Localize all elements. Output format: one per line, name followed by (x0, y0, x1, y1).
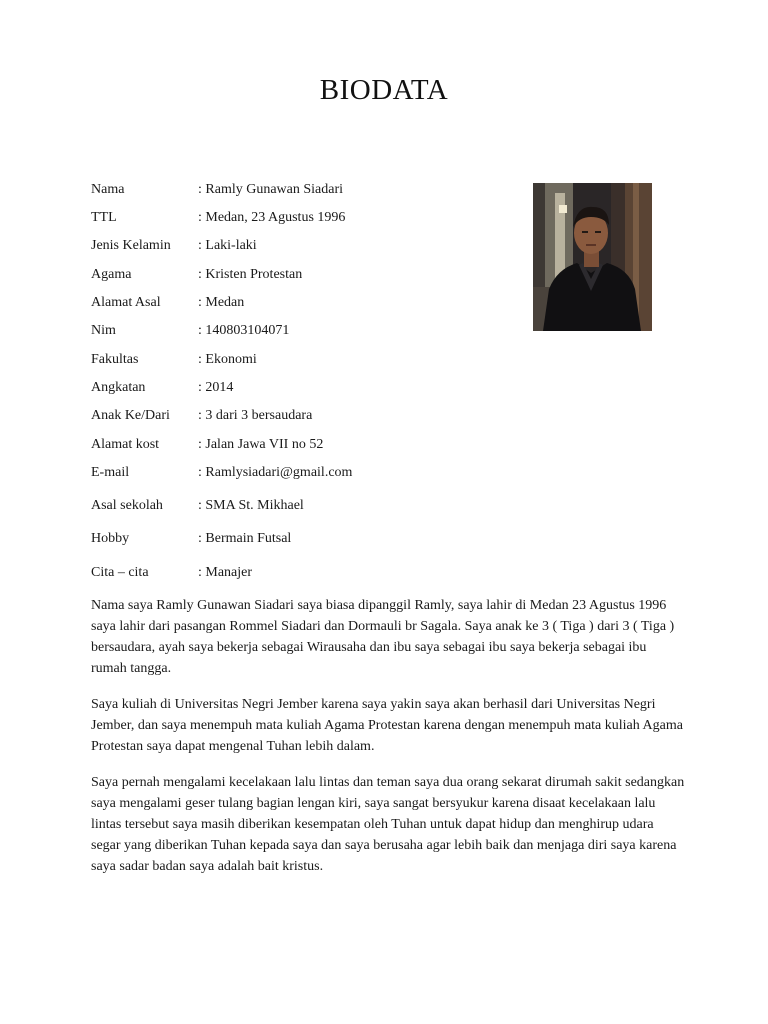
field-row-email (91, 461, 511, 485)
field-row-ttl (91, 206, 511, 230)
field-row-alamat-asal (91, 291, 511, 315)
field-label: Hobby (91, 531, 130, 546)
field-value: : SMA St. Mikhael (198, 494, 304, 518)
field-value: : Medan (198, 291, 244, 315)
field-row-nama (91, 178, 511, 202)
field-row-nim (91, 319, 511, 343)
field-value: : Medan, 23 Agustus 1996 (198, 206, 345, 230)
field-label: TTL (91, 210, 117, 225)
field-label: Alamat kost (91, 437, 160, 452)
field-label: Fakultas (91, 352, 139, 367)
field-label: Anak Ke/Dari (91, 408, 170, 423)
field-value: : Manajer (198, 561, 252, 585)
field-value: : Laki-laki (198, 234, 257, 258)
field-row-agama (91, 263, 511, 287)
field-row-hobby (91, 527, 511, 551)
field-value: : Ramly Gunawan Siadari (198, 178, 343, 202)
field-value: : Ramlysiadari@gmail.com (198, 461, 352, 485)
field-label: Nim (91, 323, 116, 338)
profile-photo (533, 183, 652, 331)
field-value: : Bermain Futsal (198, 527, 291, 551)
paragraph-family: Nama saya Ramly Gunawan Siadari saya biasa dipanggil Ramly, saya lahir di Medan 23 Agustus 1996 saya lahir dari pasangan Rommel Siadari dan Dormauli br Sagala. Saya anak ke 3 ( Tiga ) dari 3 ( Tiga ) bersaudara, ayah saya bekerja sebagai Wirausaha dan ibu saya sebagai ibu saya bekerja sebagai ibu rumah tangga. (91, 598, 675, 676)
field-label: E-mail (91, 465, 130, 480)
paragraph-accident: Saya pernah mengalami kecelakaan lalu lintas dan teman saya dua orang sekarat dirumah sakit sedangkan saya mengalami geser tulang bagian lengan kiri, saya sangat bersyukur karena disaat kecelakaan lalu lintas tersebut saya masih diberikan kesempatan oleh Tuhan untuk dapat hidup dan menghirup udara segar yang diberikan Tuhan kepada saya dan saya berusaha agar lebih baik dan menjaga diri saya karena saya sadar badan saya adalah bait kristus. (91, 775, 685, 874)
field-value: : 3 dari 3 bersaudara (198, 404, 312, 428)
field-value: : Jalan Jawa VII no 52 (198, 433, 323, 457)
field-value: : Kristen Protestan (198, 263, 302, 287)
field-label: Angkatan (91, 380, 146, 395)
field-value: : Ekonomi (198, 348, 257, 372)
document-title: BIODATA (319, 74, 449, 106)
field-label: Asal sekolah (91, 498, 163, 513)
field-row-fakultas (91, 348, 511, 372)
field-row-angkatan (91, 376, 511, 400)
field-label: Alamat Asal (91, 295, 161, 310)
field-label: Cita – cita (91, 565, 149, 580)
field-label: Nama (91, 182, 125, 197)
paragraph-education: Saya kuliah di Universitas Negri Jember karena saya yakin saya akan berhasil dari Universitas Negri Jember, dan saya menempuh mata kuliah Agama Protestan karena dengan menempuh mata kuliah Agama Protestan saya dapat mengenal Tuhan lebih dalam. (91, 697, 683, 754)
field-value: : 140803104071 (198, 319, 289, 343)
field-label: Agama (91, 267, 132, 282)
field-row-cita-cita (91, 561, 511, 585)
biography-paragraphs (91, 595, 685, 892)
field-value: : 2014 (198, 376, 233, 400)
field-row-jenis-kelamin (91, 234, 511, 258)
field-label: Jenis Kelamin (91, 238, 171, 253)
field-row-anak-ke-dari (91, 404, 511, 428)
field-row-alamat-kost (91, 433, 511, 457)
profile-photo-drawing (533, 183, 652, 331)
field-row-asal-sekolah (91, 494, 511, 518)
